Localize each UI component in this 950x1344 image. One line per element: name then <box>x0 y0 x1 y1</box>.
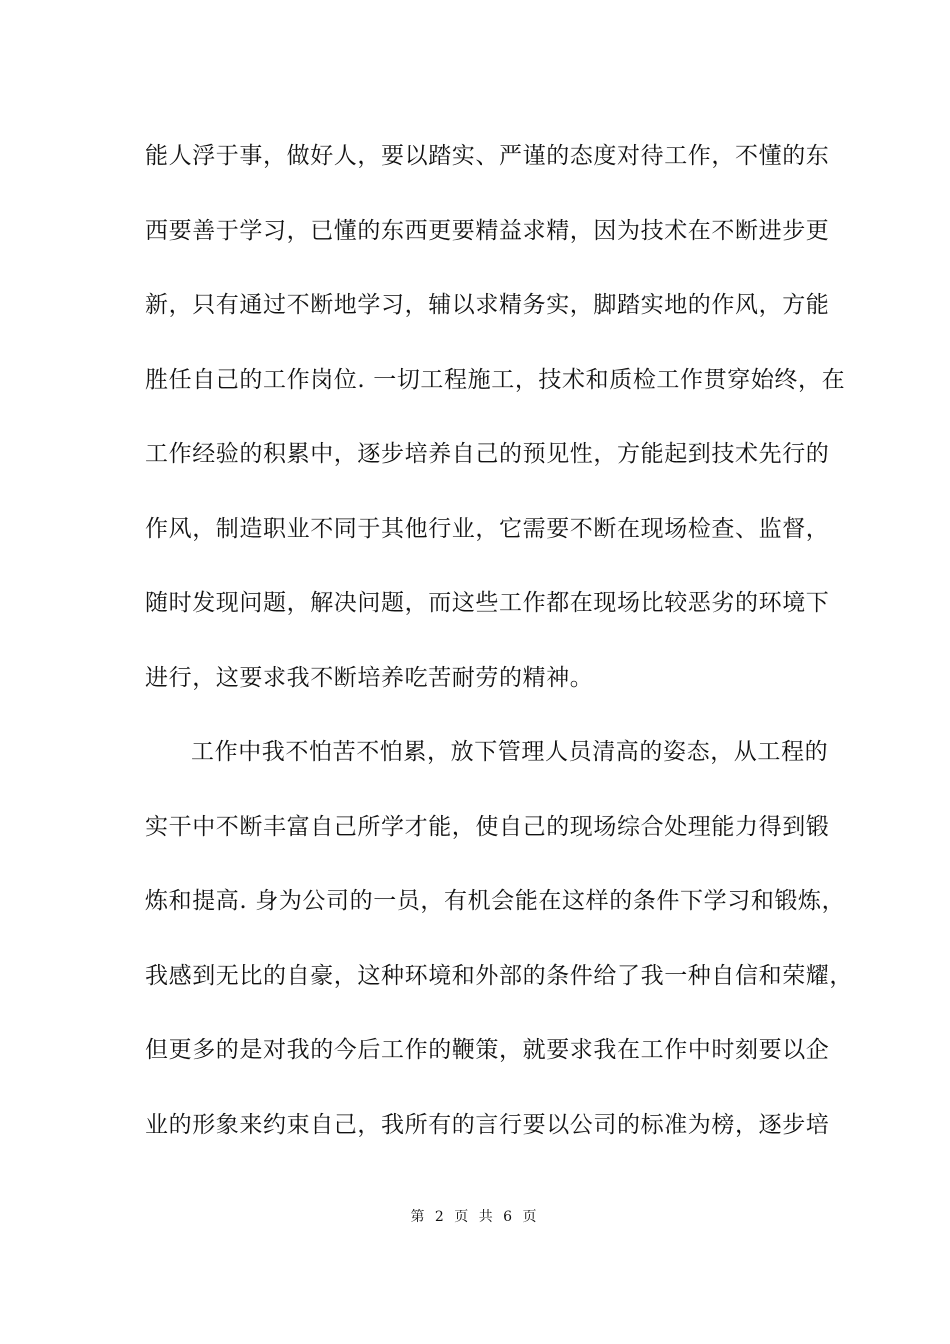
text-line: 作风，制造职业不同于其他行业，它需要不断在现场检查、监督， <box>145 515 830 542</box>
text-line: 我感到无比的自豪，这种环境和外部的条件给了我一种自信和荣耀， <box>145 962 853 989</box>
text-line: 胜任自己的工作岗位. 一切工程施工，技术和质检工作贯穿始终，在 <box>145 366 846 393</box>
text-line: 炼和提高. 身为公司的一员，有机会能在这样的条件下学习和锻炼， <box>145 888 846 914</box>
text-line: 工作经验的积累中，逐步培养自己的预见性，方能起到技术先行的 <box>145 441 830 467</box>
page-number-footer: 第 2 页 共 6 页 <box>410 1209 540 1225</box>
text-line: 业的形象来约束自己，我所有的言行要以公司的标准为榜，逐步培 <box>145 1111 830 1138</box>
text-line: 但更多的是对我的今后工作的鞭策，就要求我在工作中时刻要以企 <box>145 1037 830 1063</box>
body-text <box>145 128 853 1171</box>
paragraph-start-line: 工作中我不怕苦不怕累，放下管理人员清高的姿态，从工程的 <box>191 739 829 765</box>
text-line: 西要善于学习，已懂的东西更要精益求精，因为技术在不断进步更 <box>145 217 830 244</box>
text-line: 能人浮于事，做好人，要以踏实、严谨的态度对待工作，不懂的东 <box>145 143 830 169</box>
text-line: 进行，这要求我不断培养吃苦耐劳的精神。 <box>145 664 594 691</box>
text-line: 实干中不断丰富自己所学才能，使自己的现场综合处理能力得到锻 <box>145 813 830 840</box>
text-line: 随时发现问题，解决问题，而这些工作都在现场比较恶劣的环境下 <box>145 590 830 616</box>
text-line: 新，只有通过不断地学习，辅以求精务实，脚踏实地的作风，方能 <box>145 292 830 318</box>
